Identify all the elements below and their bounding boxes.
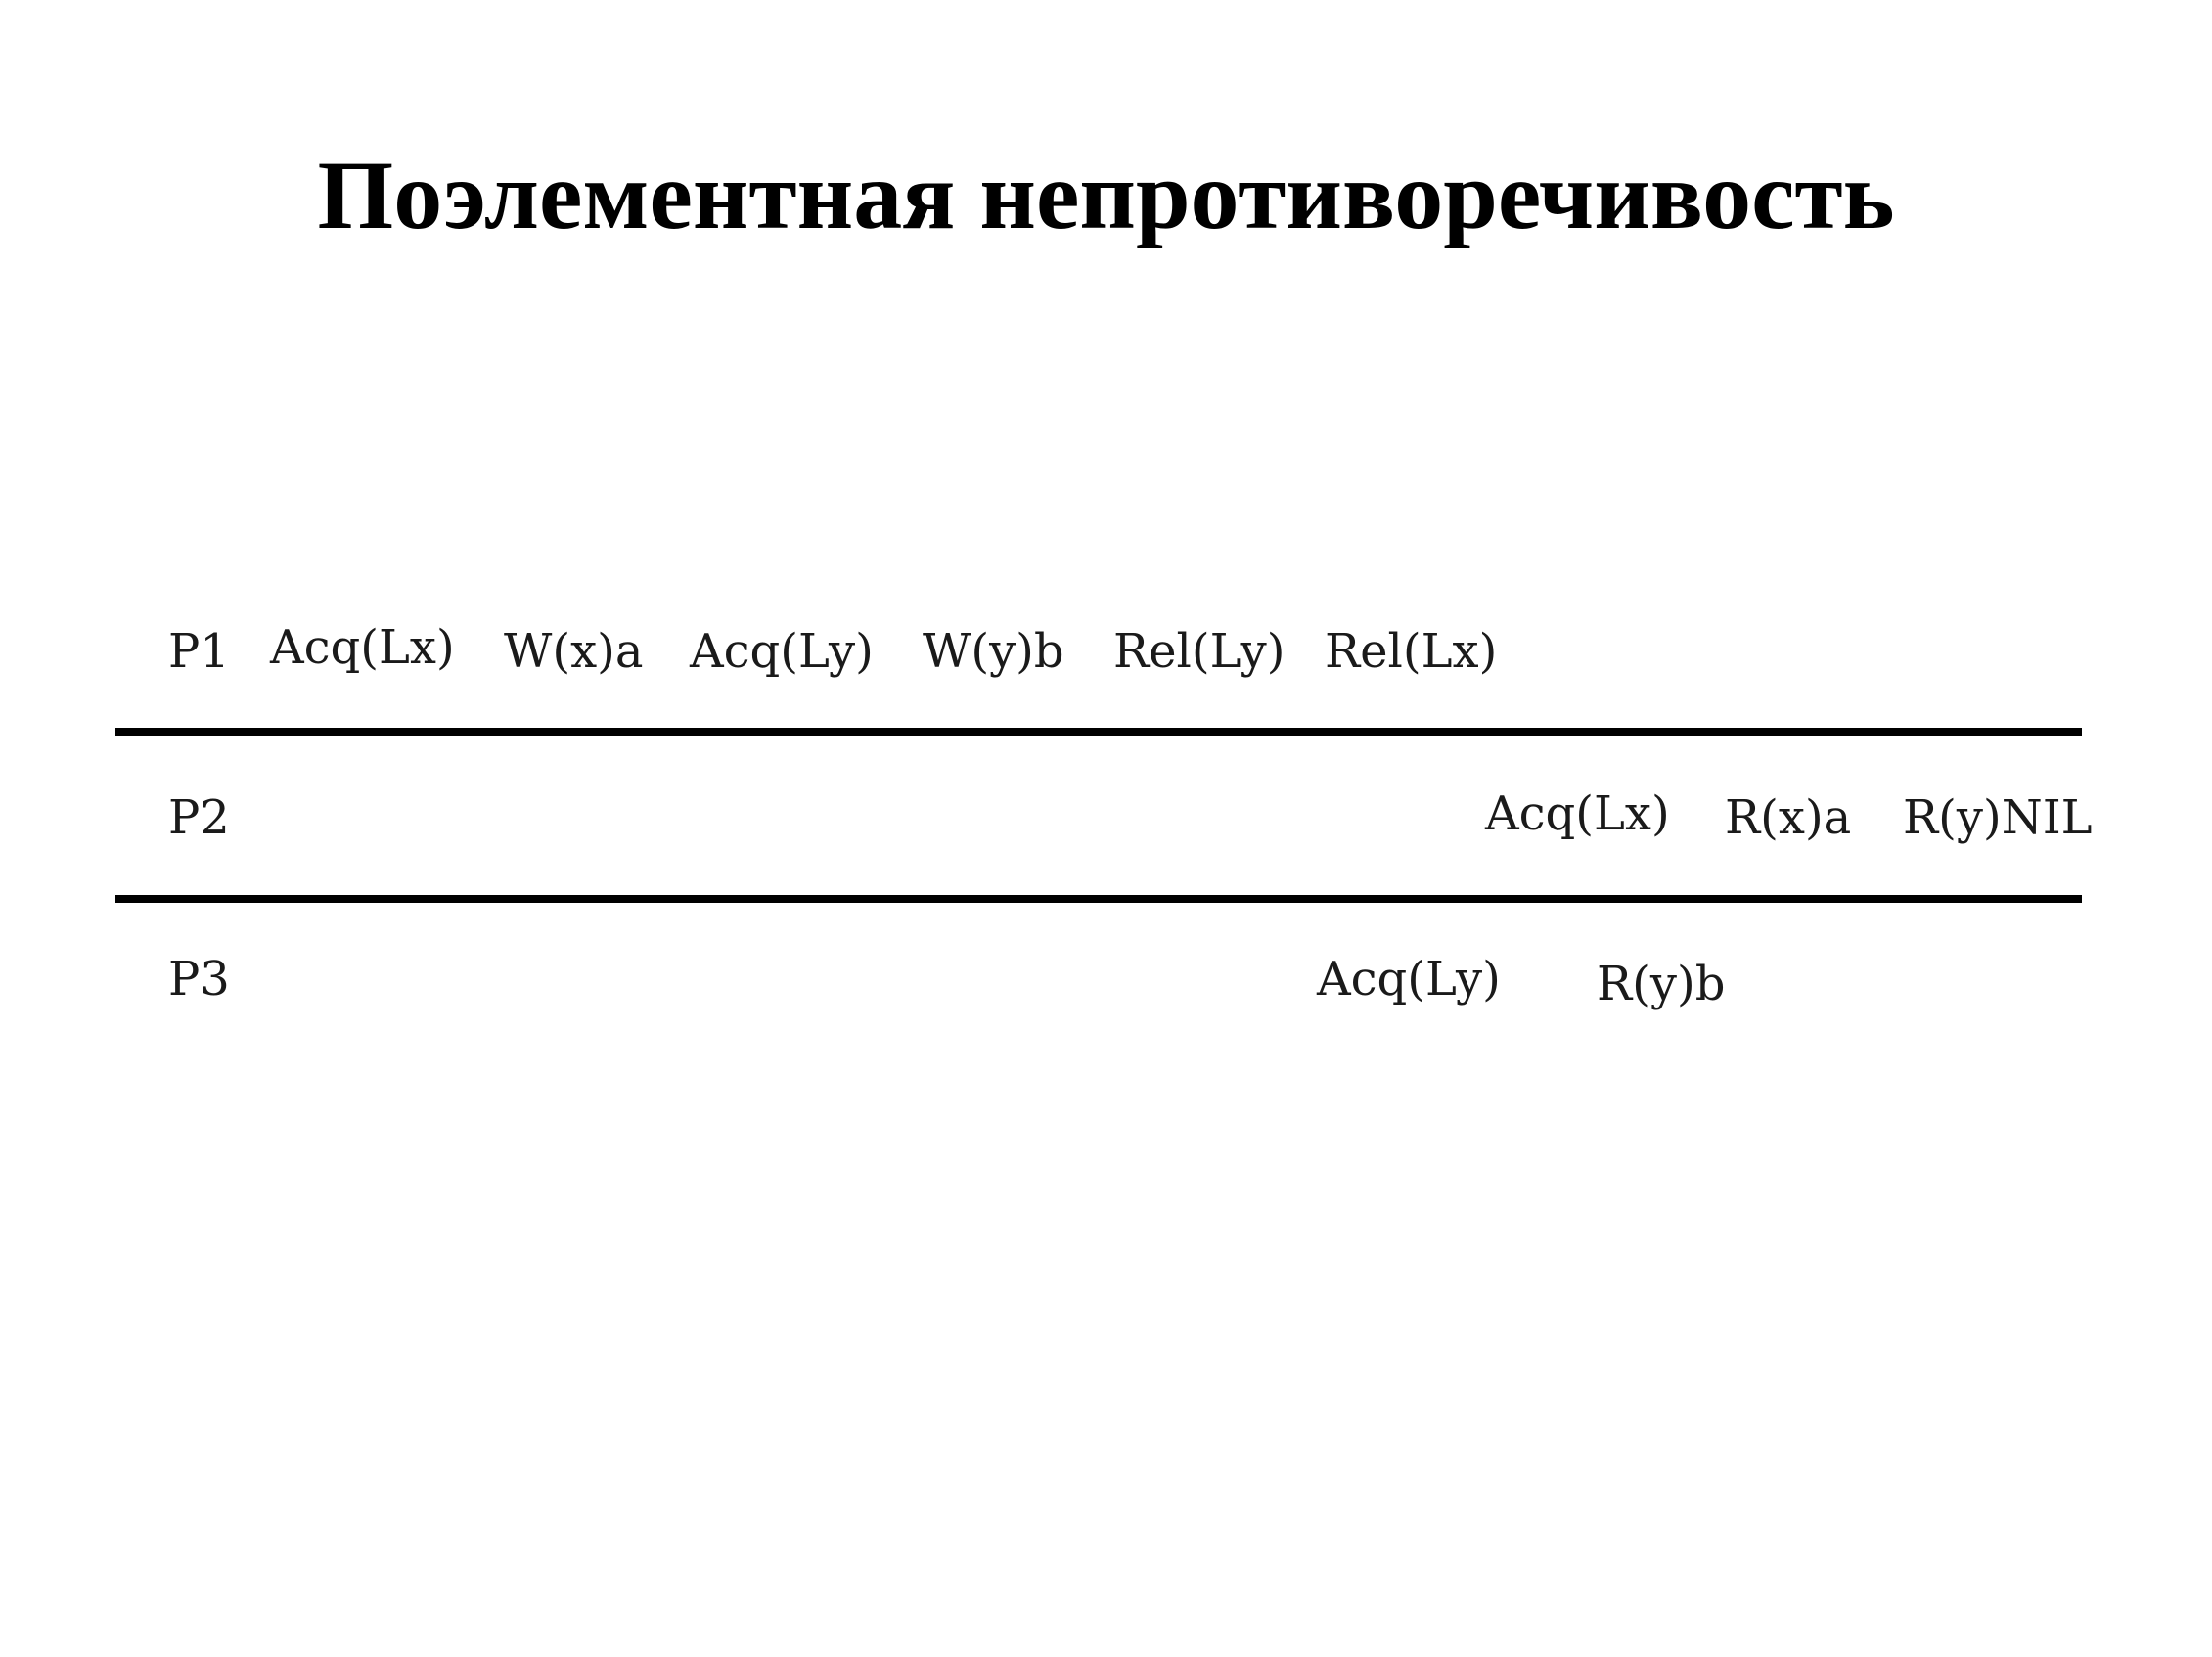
process-label-p3: P3 (168, 952, 230, 1007)
p2-op-read-x: R(x)a (1725, 790, 1852, 845)
p1-op-rel-lx: Rel(Lx) (1325, 624, 1498, 679)
divider-p2-p3 (115, 895, 2082, 903)
p1-op-acq-ly: Acq(Ly) (690, 624, 874, 679)
p1-op-write-y: W(y)b (923, 624, 1064, 679)
p1-op-write-x: W(x)a (504, 624, 644, 679)
divider-p1-p2 (115, 728, 2082, 736)
p2-op-read-y: R(y)NIL (1903, 790, 2093, 845)
p1-op-rel-ly: Rel(Ly) (1113, 624, 1286, 679)
p2-op-acq-lx: Acq(Lx) (1485, 786, 1670, 841)
p3-op-acq-ly: Acq(Ly) (1317, 952, 1501, 1007)
p3-op-read-y: R(y)b (1597, 957, 1726, 1011)
slide-title: Поэлементная непротиворечивость (317, 141, 1895, 249)
p1-op-acq-lx: Acq(Lx) (270, 620, 455, 675)
process-label-p2: P2 (168, 790, 230, 845)
process-label-p1: P1 (168, 624, 230, 679)
